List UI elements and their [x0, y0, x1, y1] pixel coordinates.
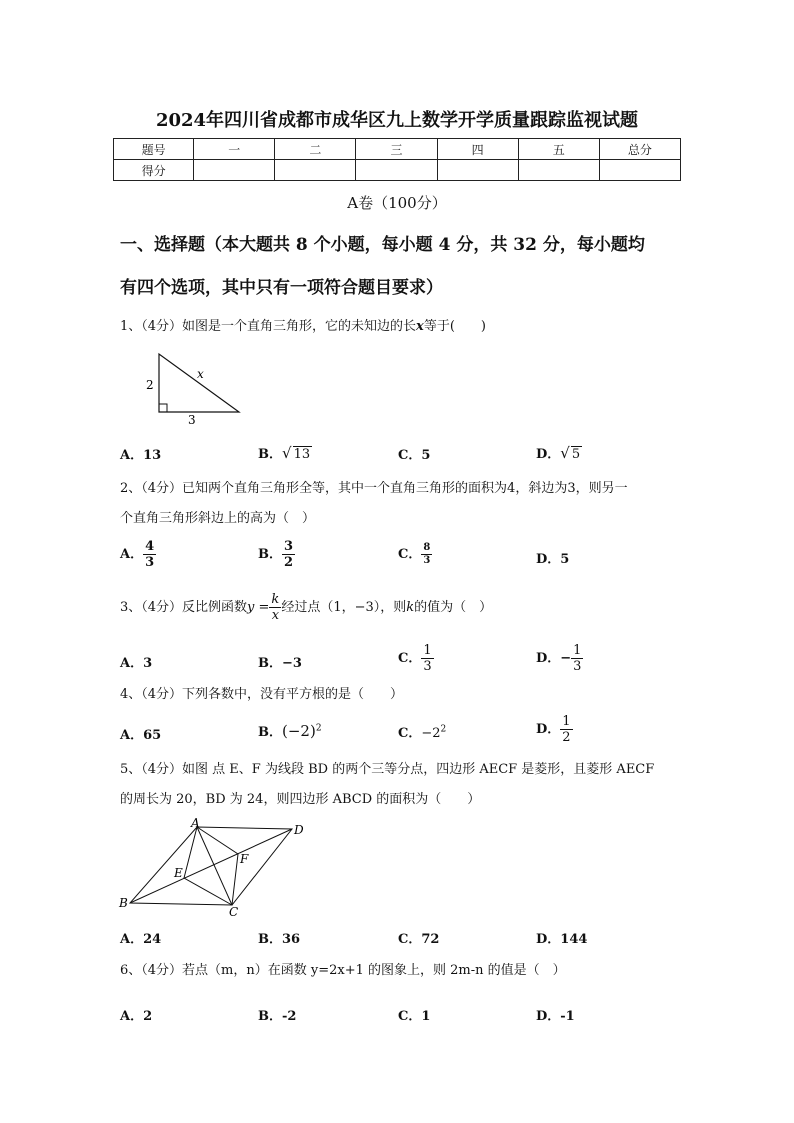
- numerator: 4: [145, 539, 155, 554]
- q1-option-d[interactable]: [536, 443, 582, 462]
- vertex-c-label: C: [229, 905, 239, 918]
- q3-option-b[interactable]: B．−3: [258, 656, 302, 671]
- q4-option-d-fraction: [560, 714, 572, 745]
- q3-option-c[interactable]: [398, 643, 434, 674]
- question-1-stem: [120, 312, 680, 342]
- q3-option-d-label: D．−: [536, 651, 572, 666]
- denominator: 3: [145, 555, 155, 570]
- sqrt-sign: √: [282, 444, 292, 462]
- vertex-e-label: E: [174, 866, 183, 880]
- q1-triangle-figure: [140, 348, 250, 428]
- denominator: 3: [573, 659, 582, 674]
- q4-option-d[interactable]: [536, 714, 573, 745]
- q2-option-b-label: B．: [258, 547, 282, 562]
- question-5-line1: 5、（4分）如图 点 E、F 为线段 BD 的两个三等分点，四边形 AECF 是菱形，且菱形 AECF: [120, 762, 655, 777]
- q4-option-b-expr: (−2): [282, 722, 316, 740]
- score-header-cell: 总分: [599, 139, 680, 160]
- q3-k-var: k: [406, 600, 415, 615]
- score-cell[interactable]: [599, 160, 680, 181]
- score-header-cell: 五: [518, 139, 599, 160]
- question-2-line2: 个直角三角形斜边上的高为（ ）: [120, 511, 316, 526]
- q4-option-a[interactable]: A．65: [120, 728, 162, 743]
- score-cell[interactable]: [194, 160, 275, 181]
- q2-option-a[interactable]: [120, 539, 156, 570]
- question-5-line2: 的周长为 20，BD 为 24，则四边形 ABCD 的面积为（ ）: [120, 792, 481, 807]
- q1-option-d-label: D．: [536, 447, 561, 462]
- vertex-f-label: F: [240, 852, 249, 866]
- q3-option-c-fraction: [421, 643, 433, 674]
- exponent: 2: [315, 723, 322, 734]
- part1-heading-line2: 有四个选项，其中只有一项符合题目要求）: [120, 278, 443, 298]
- denominator: x: [271, 608, 280, 623]
- q3-stem-b: 经过点（1，−3），则: [281, 600, 407, 615]
- question-2-line1: 2、（4分）已知两个直角三角形全等，其中一个直角三角形的面积为4，斜边为3，则另一: [120, 481, 628, 496]
- q4-option-b-label: B．: [258, 725, 282, 740]
- numerator: 1: [423, 643, 432, 658]
- q1-option-d-radicand: 5: [571, 447, 581, 462]
- q5-option-a[interactable]: A．24: [120, 932, 162, 947]
- numerator: k: [271, 592, 280, 607]
- q1-fig-hyp-label: x: [197, 367, 204, 381]
- score-header-cell: 四: [437, 139, 518, 160]
- denominator: 3: [423, 659, 432, 674]
- q1-option-b-label: B．: [258, 447, 282, 462]
- score-header-cell: 题号: [114, 139, 194, 160]
- score-cell[interactable]: [518, 160, 599, 181]
- numerator: 8: [423, 542, 431, 553]
- q2-option-d[interactable]: D．5: [536, 552, 570, 567]
- q3-stem-c: 的值为（ ）: [414, 600, 493, 615]
- q1-fig-bottom-label: 3: [188, 413, 196, 427]
- numerator: 1: [573, 643, 582, 658]
- sqrt-sign: √: [560, 444, 570, 462]
- q2-option-b-fraction: [282, 539, 295, 570]
- diagonal-bd: [130, 829, 292, 903]
- score-header-cell: 二: [275, 139, 356, 160]
- score-table-row: [114, 160, 681, 181]
- q2-option-c[interactable]: [398, 542, 432, 567]
- q3-option-a[interactable]: A．3: [120, 656, 153, 671]
- q1-option-c[interactable]: C．5: [398, 448, 431, 463]
- question-3-stem: [120, 590, 680, 626]
- numerator: 3: [284, 539, 294, 554]
- q4-option-c-expr: −2: [421, 726, 441, 741]
- q4-option-d-label: D．: [536, 722, 561, 737]
- score-cell[interactable]: [275, 160, 356, 181]
- q6-option-c[interactable]: C．1: [398, 1009, 431, 1024]
- q1-option-a[interactable]: A．13: [120, 448, 162, 463]
- score-table-header-row: [114, 139, 681, 160]
- q3-option-c-label: C．: [398, 651, 422, 666]
- score-header-cell: 一: [194, 139, 275, 160]
- section-a-heading: A卷（100分）: [347, 194, 447, 212]
- score-cell[interactable]: [437, 160, 518, 181]
- vertex-a-label: A: [191, 818, 200, 830]
- triangle-shape: [159, 354, 239, 412]
- q3-option-d-fraction: [571, 643, 583, 674]
- score-header-cell: 三: [356, 139, 437, 160]
- q3-y-equals: y =: [247, 600, 270, 615]
- q4-option-b[interactable]: [258, 721, 322, 740]
- numerator: 1: [562, 714, 571, 729]
- q6-option-a[interactable]: A．2: [120, 1009, 153, 1024]
- score-row-label: 得分: [114, 160, 194, 181]
- page-title: 2024年四川省成都市成华区九上数学开学质量跟踪监视试题: [155, 110, 639, 131]
- q3-stem-a: 3、（4分）反比例函数: [120, 600, 248, 615]
- exponent: 2: [440, 724, 447, 735]
- q2-option-a-label: A．: [120, 547, 144, 562]
- score-table: [113, 138, 681, 181]
- denominator: 3: [423, 555, 431, 566]
- right-angle-mark: [159, 404, 167, 412]
- score-cell[interactable]: [356, 160, 437, 181]
- q5-option-c[interactable]: C．72: [398, 932, 440, 947]
- q5-option-b[interactable]: B．36: [258, 932, 301, 947]
- denominator: 2: [562, 730, 571, 745]
- question-4-stem: 4、（4分）下列各数中，没有平方根的是（ ）: [120, 687, 404, 702]
- vertex-b-label: B: [119, 896, 128, 910]
- q2-option-a-fraction: [143, 539, 156, 570]
- q3-k-over-x: [269, 592, 281, 623]
- q2-option-c-fraction: [421, 542, 432, 567]
- q1-stem-b: 等于( ): [423, 319, 486, 334]
- q5-option-d[interactable]: D．144: [536, 932, 588, 947]
- q1-stem-a: 1、（4分）如图是一个直角三角形，它的未知边的长: [120, 319, 417, 334]
- q6-option-d[interactable]: D．-1: [536, 1009, 575, 1024]
- q2-option-b[interactable]: [258, 539, 295, 570]
- q5-rhombus-figure: [115, 818, 315, 918]
- q2-option-c-label: C．: [398, 547, 422, 562]
- denominator: 2: [284, 555, 294, 570]
- vertex-d-label: D: [294, 823, 304, 837]
- question-6-stem: 6、（4分）若点（m，n）在函数 y=2x+1 的图象上，则 2m-n 的值是（ ）: [120, 963, 566, 978]
- part1-heading-line1: 一、选择题（本大题共 8 个小题，每小题 4 分，共 32 分，每小题均: [120, 235, 645, 255]
- q1-fig-left-label: 2: [146, 378, 154, 392]
- q3-option-d[interactable]: [536, 643, 583, 674]
- q1-option-b[interactable]: [258, 443, 312, 462]
- q4-option-c[interactable]: [398, 722, 446, 741]
- q6-option-b[interactable]: B．-2: [258, 1009, 297, 1024]
- q1-var: x: [416, 319, 424, 334]
- q4-option-c-label: C．: [398, 726, 422, 741]
- q1-option-b-radicand: 13: [293, 447, 311, 462]
